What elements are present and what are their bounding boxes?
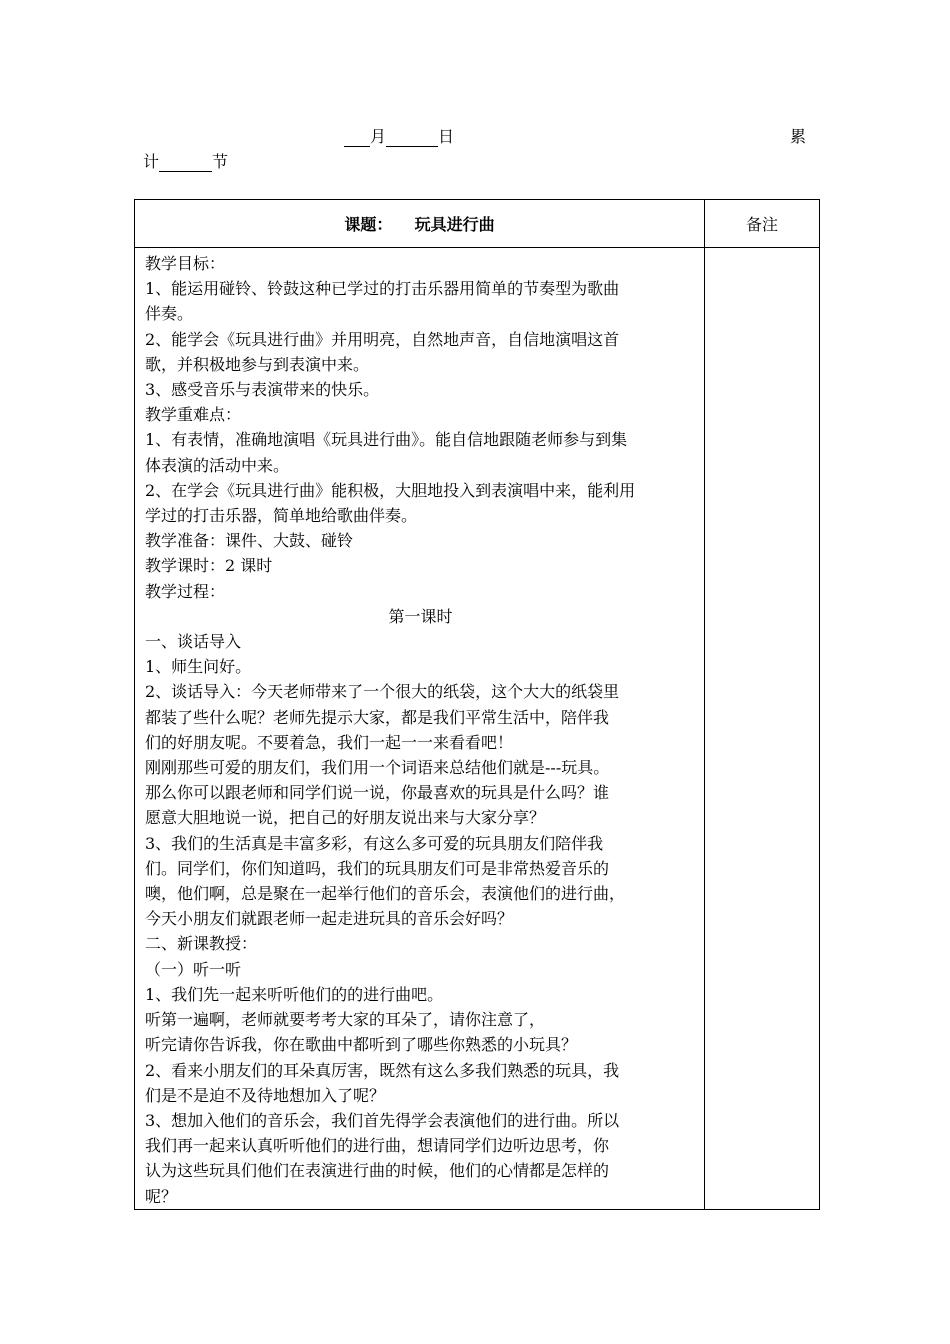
content-line: 教学目标： [145,254,226,273]
content-line: 那么你可以跟老师和同学们说一说，你最喜欢的玩具是什么吗？谁 [145,783,610,803]
day-label: 日 [438,127,455,146]
lesson-title-value: 玩具进行曲 [414,215,495,234]
content-line: 教学过程： [145,581,226,601]
content-line: 们是不是迫不及待地想加入了呢？ [145,1085,386,1105]
lesson-title-cell [135,200,705,248]
content-line: 1、能运用碰铃、铃鼓这种已学过的打击乐器用简单的节奏型为歌曲 [145,279,620,299]
month-label: 月 [370,127,387,146]
content-line: 二、新课教授： [145,934,258,954]
month-blank [344,129,370,147]
content-line: 1、师生问好。 [145,657,252,677]
note-header: 备注 [705,200,820,248]
cumulative-line2-prefix: 计 [143,152,160,171]
content-line: （一）听一听 [145,959,242,979]
content-line: 听第一遍啊，老师就要考考大家的耳朵了，请你注意了， [145,1010,546,1030]
content-line: 歌，并积极地参与到表演中来。 [145,354,370,374]
content-line: 教学重难点： [145,405,242,425]
content-line: 呢？ [145,1186,178,1206]
content-line: 今天小朋友们就跟老师一起走进玩具的音乐会好吗？ [145,909,514,929]
content-line: 3、想加入他们的音乐会，我们首先得学会表演他们的进行曲。所以 [145,1110,620,1130]
content-line: 2、在学会《玩具进行曲》能积极，大胆地投入到表演唱中来，能利用 [145,480,636,500]
lesson-suffix: 节 [212,152,229,171]
day-blank [386,129,438,147]
lesson-plan-table [134,199,820,1210]
content-line: 噢，他们啊，总是聚在一起举行他们的音乐会，表演他们的进行曲， [145,884,626,904]
content-line: 认为这些玩具们他们在表演进行曲的时候，他们的心情都是怎样的 [145,1161,610,1181]
content-line: 伴奏。 [145,304,194,324]
section-heading: 第一课时 [388,606,453,626]
content-line: 都装了些什么呢？老师先提示大家，都是我们平常生活中，陪伴我 [145,707,610,727]
table-body-row [135,248,820,1210]
content-line: 们。同学们，你们知道吗，我们的玩具朋友们可是非常热爱音乐的 [145,858,610,878]
date-line [344,127,454,147]
lesson-content [135,248,705,1210]
content-line: 学过的打击乐器，简单地给歌曲伴奏。 [145,506,418,526]
content-line: 听完请你告诉我，你在歌曲中都听到了哪些你熟悉的小玩具？ [145,1035,578,1055]
note-cell [705,248,820,1210]
content-line: 1、我们先一起来听听他们的的进行曲吧。 [145,984,444,1004]
content-line: 我们再一起来认真听听他们的进行曲，想请同学们边听边思考，你 [145,1136,610,1156]
content-line: 刚刚那些可爱的朋友们，我们用一个词语来总结他们就是---玩具。 [145,758,610,778]
lesson-count-blank [159,154,212,172]
lesson-title-label: 课题： [344,215,393,234]
content-line: 体表演的活动中来。 [145,455,290,475]
content-line: 教学课时：2 课时 [145,556,273,576]
table-header-row [135,200,820,248]
lesson-count-line [143,152,228,172]
content-line: 1、有表情，准确地演唱《玩具进行曲》。能自信地跟随老师参与到集 [145,430,628,450]
content-line: 2、谈话导入：今天老师带来了一个很大的纸袋，这个大大的纸袋里 [145,682,620,702]
content-line: 愿意大胆地说一说，把自己的好朋友说出来与大家分享？ [145,808,546,828]
content-line: 2、能学会《玩具进行曲》并用明亮，自然地声音，自信地演唱这首 [145,329,620,349]
content-line: 们的好朋友呢。不要着急，我们一起一一来看看吧！ [145,732,514,752]
cumulative-prefix: 累 [790,127,807,146]
content-line: 教学准备：课件、大鼓、碰铃 [145,531,354,551]
content-line: 3、我们的生活真是丰富多彩，有这么多可爱的玩具朋友们陪伴我 [145,833,604,853]
content-line: 3、感受音乐与表演带来的快乐。 [145,380,380,400]
content-line: 一、谈话导入 [145,632,242,652]
content-line: 2、看来小朋友们的耳朵真厉害，既然有这么多我们熟悉的玩具，我 [145,1060,620,1080]
